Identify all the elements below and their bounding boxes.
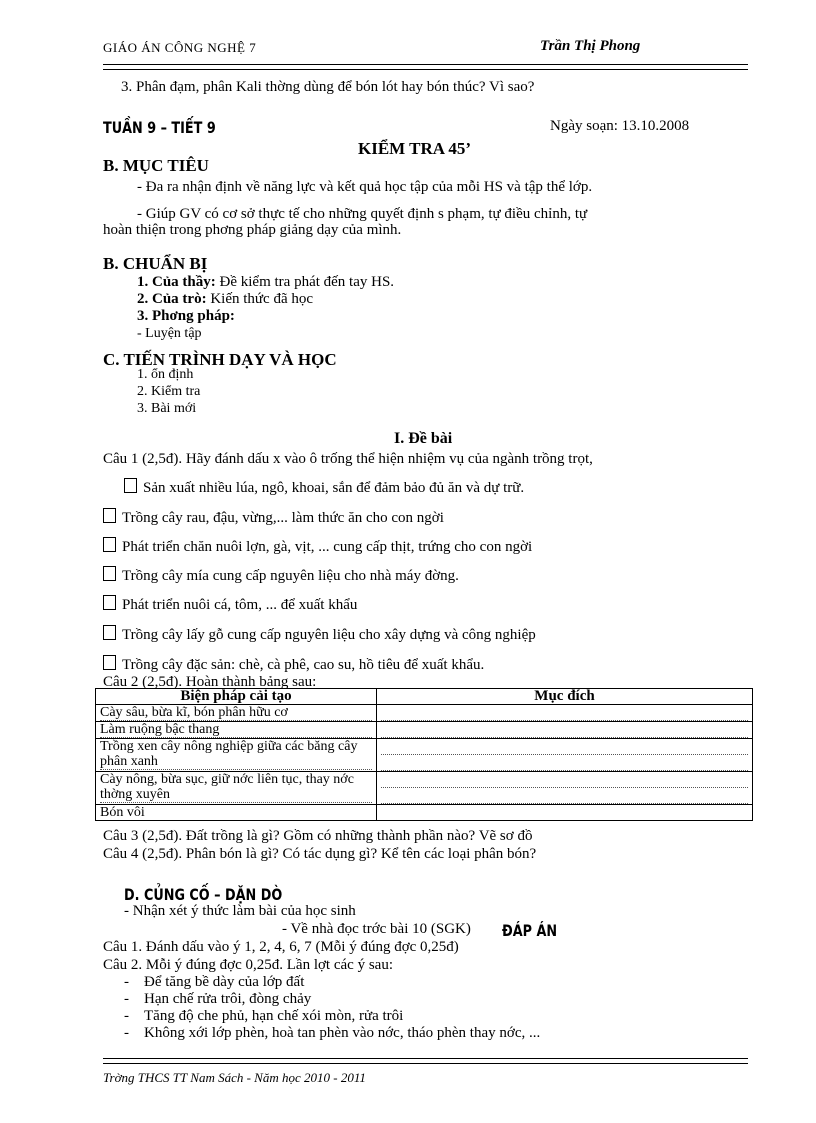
consolidation-heading: D. CỦNG CỐ – DẶN DÒ <box>124 885 283 904</box>
table-row <box>96 805 753 821</box>
option-2: Trồng cây rau, đậu, vừng,... làm thức ăn cho con ngời <box>103 508 444 527</box>
table-cell-measure: Cày nông, bừa sục, giữ nớc liên tục, thay nớc thờng xuyên <box>100 772 372 803</box>
checkbox-icon[interactable] <box>103 595 116 610</box>
option-5: Phát triển nuôi cá, tôm, ... để xuất khẩu <box>103 595 357 614</box>
table-cell-measure: Bón vôi <box>96 805 377 821</box>
table-row <box>96 705 753 722</box>
footer-text: Trờng THCS TT Nam Sách - Năm học 2010 - 2011 <box>103 1070 366 1085</box>
objective-2b: hoàn thiện trong phơng pháp giảng dạy của mình. <box>103 222 402 238</box>
question-1: Câu 1 (2,5đ). Hãy đánh dấu x vào ô trống thể hiện nhiệm vụ của ngành trồng trọt, <box>103 451 593 467</box>
table-cell-purpose[interactable] <box>377 805 753 821</box>
prep-student: 2. Của trò: Kiến thức đã học <box>137 291 314 307</box>
table-cell-purpose[interactable] <box>377 772 753 805</box>
checkbox-icon[interactable] <box>124 478 137 493</box>
question-top: 3. Phân đạm, phân Kali thờng dùng để bón lót hay bón thúc? Vì sao? <box>121 79 535 95</box>
process-step-3: 3. Bài mới <box>137 401 197 416</box>
table-row <box>96 772 753 805</box>
footer-rule <box>103 1058 748 1064</box>
table-cell-measure: Làm ruộng bậc thang <box>100 722 372 738</box>
checkbox-icon[interactable] <box>103 508 116 523</box>
process-heading: C. TIẾN TRÌNH DẠY VÀ HỌC <box>103 350 337 369</box>
answer-2: Câu 2. Mỗi ý đúng đợc 0,25đ. Lần lợt các ý sau: <box>103 957 393 973</box>
table-cell-purpose[interactable] <box>377 739 753 772</box>
table-cell-measure: Cày sâu, bừa kĩ, bón phân hữu cơ <box>100 705 372 721</box>
table-row <box>96 739 753 772</box>
table-col-measure: Biện pháp cải tạo <box>96 689 377 705</box>
process-step-2: 2. Kiểm tra <box>137 384 201 399</box>
table-col-purpose: Mục đích <box>377 689 753 705</box>
improvement-table <box>95 688 753 821</box>
consolidation-line1: - Nhận xét ý thức làm bài của học sinh <box>124 903 356 919</box>
option-6: Trồng cây lấy gỗ cung cấp nguyên liệu cho xây dựng và công nghiệp <box>103 625 536 644</box>
answer-item-3: - Tăng độ che phủ, hạn chế xói mòn, rửa trôi <box>124 1008 404 1024</box>
test-title: KIỂM TRA 45’ <box>358 139 472 158</box>
question-2: Câu 2 (2,5đ). Hoàn thành bảng sau: <box>103 674 317 690</box>
table-cell-measure: Trồng xen cây nông nghiệp giữa các băng cây phân xanh <box>100 739 372 770</box>
preparation-heading: B. CHUẨN BỊ <box>103 254 208 273</box>
table-header-row <box>96 689 753 705</box>
question-4: Câu 4 (2,5đ). Phân bón là gì? Có tác dụng gì? Kể tên các loại phân bón? <box>103 846 537 862</box>
question-3: Câu 3 (2,5đ). Đất trồng là gì? Gồm có những thành phần nào? Vẽ sơ đồ <box>103 828 533 844</box>
checkbox-icon[interactable] <box>103 655 116 670</box>
checkbox-icon[interactable] <box>103 537 116 552</box>
answer-item-1: - Để tăng bề dày của lớp đất <box>124 974 305 990</box>
header-right: Trần Thị Phong <box>540 38 641 54</box>
prep-method-text: - Luyện tập <box>137 326 202 341</box>
consolidation-line2: - Về nhà đọc trớc bài 10 (SGK) <box>282 921 471 937</box>
answer-heading: ĐÁP ÁN <box>502 921 558 940</box>
answer-item-4: - Không xới lớp phèn, hoà tan phèn vào nớc, tháo phèn thay nớc, ... <box>124 1025 541 1041</box>
checkbox-icon[interactable] <box>103 566 116 581</box>
option-4: Trồng cây mía cung cấp nguyên liệu cho nhà máy đờng. <box>103 566 459 585</box>
week-label: TUẦN 9 – TIẾT 9 <box>103 118 216 137</box>
answer-1: Câu 1. Đánh dấu vào ý 1, 2, 4, 6, 7 (Mỗi ý đúng đợc 0,25đ) <box>103 939 459 955</box>
exam-heading: I. Đề bài <box>394 430 453 447</box>
table-cell-purpose[interactable] <box>377 705 753 722</box>
header-rule <box>103 64 748 70</box>
prep-date: Ngày soạn: 13.10.2008 <box>550 118 690 134</box>
header-left: GIÁO ÁN CÔNG NGHỆ 7 <box>103 40 257 55</box>
objectives-heading: B. MỤC TIÊU <box>103 156 209 175</box>
process-step-1: 1. ổn định <box>137 367 194 382</box>
option-3: Phát triển chăn nuôi lợn, gà, vịt, ... cung cấp thịt, trứng cho con ngời <box>103 537 532 556</box>
table-row <box>96 722 753 739</box>
checkbox-icon[interactable] <box>103 625 116 640</box>
table-cell-purpose[interactable] <box>377 722 753 739</box>
answer-item-2: - Hạn chế rửa trôi, đòng chảy <box>124 991 312 1007</box>
prep-method: 3. Phơng pháp: <box>137 308 235 324</box>
objective-2a: - Giúp GV có cơ sở thực tế cho những quyết định s phạm, tự điều chỉnh, tự <box>137 206 588 222</box>
option-1: Sản xuất nhiều lúa, ngô, khoai, sắn để đảm bảo đủ ăn và dự trữ. <box>124 478 524 497</box>
prep-teacher: 1. Của thầy: Đề kiểm tra phát đến tay HS. <box>137 274 395 290</box>
objective-1: - Đa ra nhận định về năng lực và kết quả học tập của mỗi HS và tập thể lớp. <box>137 179 593 195</box>
option-7: Trồng cây đặc sản: chè, cà phê, cao su, hồ tiêu để xuất khẩu. <box>103 655 484 674</box>
